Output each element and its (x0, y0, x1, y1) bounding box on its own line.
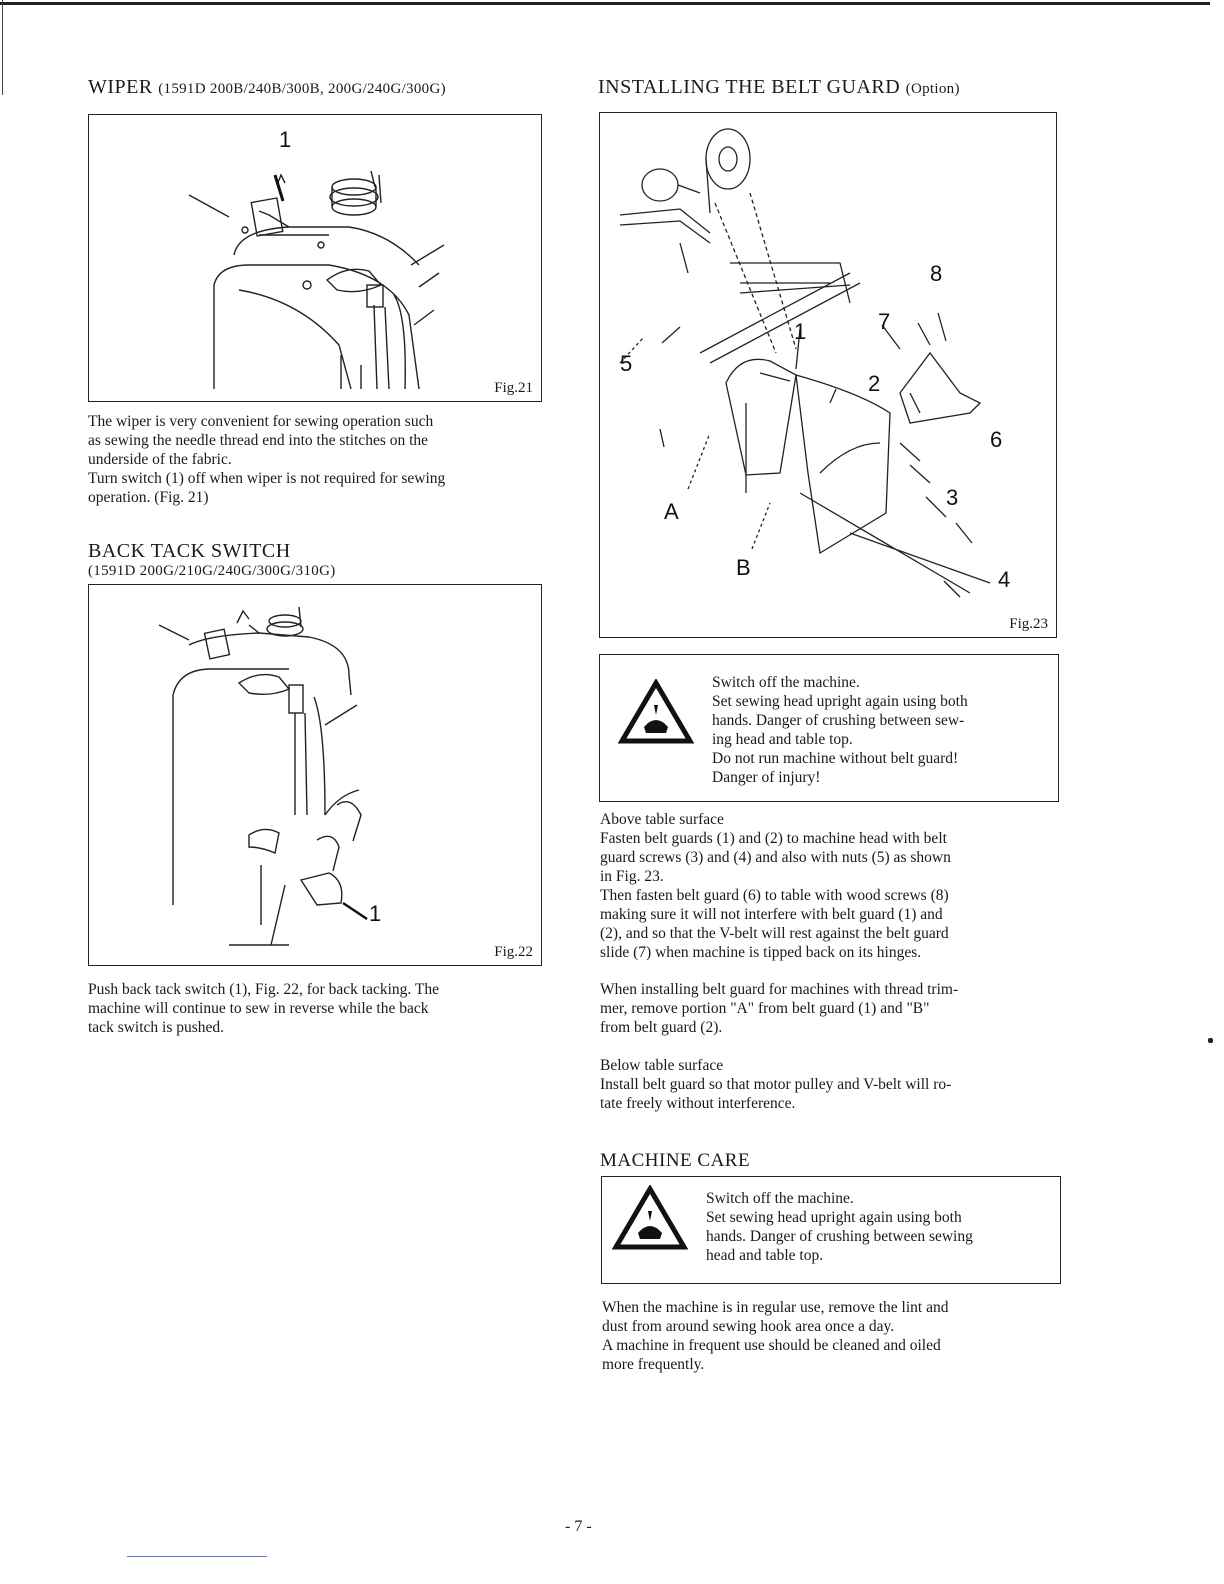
margin-rule (2, 0, 3, 95)
callout-a-portion: A (664, 499, 679, 524)
wiper-description (88, 412, 548, 507)
instruction-line: guard screws (3) and (4) and also with nuts (5) as shown (600, 849, 951, 866)
wiper-text-line: as sewing the needle thread end into the stitches on the (88, 432, 429, 449)
warning-line: hands. Danger of crushing between sew- (712, 712, 965, 729)
warning-line: ing head and table top. (712, 731, 853, 748)
instruction-line: Below table surface (600, 1057, 724, 1074)
callout-1-back-tack-switch: 1 (369, 901, 382, 926)
callout-2-belt-guard: 2 (868, 371, 881, 396)
instruction-line: Above table surface (600, 811, 724, 828)
back-tack-heading (88, 540, 291, 563)
belt-guard-drawing (600, 113, 1056, 637)
instruction-line: slide (7) when machine is tipped back on its hinges. (600, 944, 922, 961)
fig-22-back-tack-illustration (88, 584, 542, 966)
callout-8-wood-screws: 8 (930, 261, 943, 286)
callout-6-belt-guard: 6 (990, 427, 1003, 452)
warning-line: Do not run machine without belt guard! (712, 750, 959, 767)
wiper-drawing (89, 115, 541, 401)
wiper-heading (88, 76, 446, 99)
back-tack-description (88, 980, 548, 1037)
wiper-text-line: Turn switch (1) off when wiper is not required for sewing (88, 470, 446, 487)
warning-line: Switch off the machine. (706, 1190, 854, 1207)
fig-23-label: Fig.23 (1009, 616, 1048, 632)
care-text-line: When the machine is in regular use, remove the lint and (602, 1299, 949, 1316)
instruction-line: When installing belt guard for machines with thread trim- (600, 981, 959, 998)
fig-23-belt-guard-illustration (599, 112, 1057, 638)
scan-speck (1208, 1038, 1213, 1043)
back-tack-title: BACK TACK SWITCH (88, 540, 291, 562)
belt-guard-title: INSTALLING THE BELT GUARD (598, 76, 901, 98)
crush-warning-icon (612, 1185, 688, 1251)
instruction-line: Install belt guard so that motor pulley and V-belt will ro- (600, 1076, 952, 1093)
warning-line: Danger of injury! (712, 769, 821, 786)
thread-trimmer-instructions (600, 980, 1070, 1037)
instruction-line: tate freely without interference. (600, 1095, 796, 1112)
above-table-instructions (600, 810, 1070, 962)
back-tack-subtitle: (1591D 200G/210G/240G/300G/310G) (88, 563, 336, 579)
callout-b-portion: B (736, 555, 751, 580)
top-rule (0, 2, 1210, 5)
below-table-instructions (600, 1056, 1070, 1113)
back-tack-drawing (89, 585, 541, 965)
wiper-title: WIPER (88, 76, 153, 98)
callout-4-guard-screw: 4 (998, 567, 1011, 592)
warning-line: Set sewing head upright again using both (706, 1209, 962, 1226)
callout-5-nuts: 5 (620, 351, 633, 376)
back-tack-text-line: Push back tack switch (1), Fig. 22, for back tacking. The (88, 981, 439, 998)
machine-care-description (602, 1298, 1072, 1374)
instruction-line: Fasten belt guards (1) and (2) to machine head with belt (600, 830, 947, 847)
belt-guard-warning-box (599, 654, 1059, 802)
care-text-line: dust from around sewing hook area once a day. (602, 1318, 895, 1335)
instruction-line: from belt guard (2). (600, 1019, 723, 1036)
callout-1-belt-guard: 1 (794, 319, 807, 344)
machine-care-warning-box (601, 1176, 1061, 1284)
warning-line: head and table top. (706, 1247, 824, 1264)
wiper-subtitle: (1591D 200B/240B/300B, 200G/240G/300G) (158, 81, 446, 97)
care-text-line: more frequently. (602, 1356, 705, 1373)
instruction-line: mer, remove portion "A" from belt guard (1) and "B" (600, 1000, 930, 1017)
wiper-text-line: underside of the fabric. (88, 451, 232, 468)
callout-1-wiper-switch: 1 (279, 127, 292, 152)
fig-21-wiper-illustration (88, 114, 542, 402)
warning-line: Switch off the machine. (712, 674, 860, 691)
instruction-line: in Fig. 23. (600, 868, 664, 885)
back-tack-text-line: machine will continue to sew in reverse while the back (88, 1000, 429, 1017)
fig-22-label: Fig.22 (494, 944, 533, 960)
crush-warning-icon (618, 679, 694, 745)
warning-line: Set sewing head upright again using both (712, 693, 968, 710)
callout-7-guard-slide: 7 (878, 309, 891, 334)
fig-21-label: Fig.21 (494, 380, 533, 396)
instruction-line: (2), and so that the V-belt will rest against the belt guard (600, 925, 949, 942)
footer-rule (127, 1556, 267, 1557)
care-text-line: A machine in frequent use should be cleaned and oiled (602, 1337, 941, 1354)
callout-3-guard-screw: 3 (946, 485, 959, 510)
instruction-line: Then fasten belt guard (6) to table with wood screws (8) (600, 887, 949, 904)
back-tack-text-line: tack switch is pushed. (88, 1019, 225, 1036)
instruction-line: making sure it will not interfere with belt guard (1) and (600, 906, 943, 923)
belt-guard-subtitle: (Option) (905, 81, 960, 97)
warning-line: hands. Danger of crushing between sewing (706, 1228, 973, 1245)
page-number: - 7 - (565, 1518, 592, 1535)
wiper-text-line: The wiper is very convenient for sewing operation such (88, 413, 434, 430)
wiper-text-line: operation. (Fig. 21) (88, 489, 209, 506)
belt-guard-heading (598, 76, 960, 99)
machine-care-heading: MACHINE CARE (600, 1150, 751, 1171)
